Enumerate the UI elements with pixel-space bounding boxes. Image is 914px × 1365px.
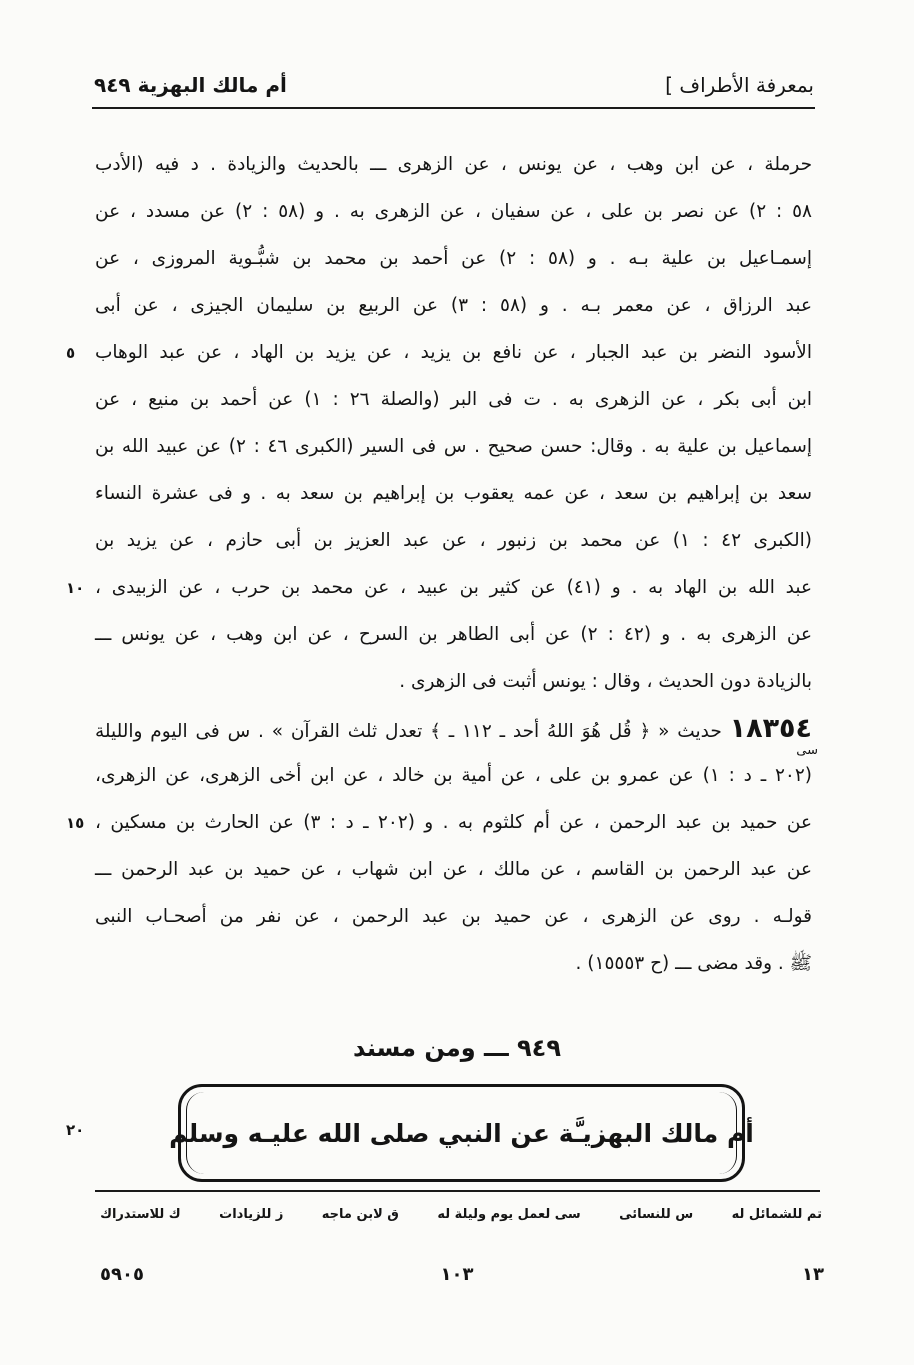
text-line: بالزيادة دون الحديث ، وقال : يونس أثبت فى الزهرى . [399, 671, 812, 692]
hadith-line [95, 706, 812, 752]
line-number: ١٥ [66, 814, 85, 832]
footer-rule [95, 1190, 820, 1192]
line-number: ٥ [66, 344, 76, 362]
text-line: عبد الرزاق ، عن معمر بـه . و (٥٨ : ٣) عن الربيع بن سليمان الجيزى ، عن أبى [95, 295, 813, 316]
text-line: الأسود النضر بن عبد الجبار ، عن نافع بن يزيد ، عن يزيد بن الهاد ، عن عبد الوهاب [95, 342, 812, 363]
musnad-title: أم مالك البهزيـَّة عن النبي صلى الله عليـه وسلم [169, 1118, 754, 1148]
text-line: إسمـاعيل بن علية بـه . و (٥٨ : ٢) عن أحمد بن محمد بن شبُّـوية المروزى ، عن [95, 248, 812, 269]
running-header-title: بمعرفة الأطراف ] [665, 73, 814, 97]
text-line: عن عبد الرحمن بن القاسم ، عن مالك ، عن ابن شهاب ، عن حميد بن عبد الرحمن ـــ [95, 859, 812, 880]
section-heading: ٩٤٩ ـــ ومن مسند [353, 1034, 561, 1062]
text-line: عبد الله بن الهاد به . و (٤١) عن كثير بن عبيد ، عن محمد بن حرب ، عن الزبيدى ، [95, 577, 812, 598]
musnad-title-box [169, 1084, 754, 1182]
abbreviation-item: ز للزيادات [219, 1207, 284, 1222]
text-line: حرملة ، عن ابن وهب ، عن يونس ، عن الزهرى ـــ بالحديث والزيادة . د فيه (الأدب [95, 154, 812, 175]
text-line: قولـه . روى عن الزهرى ، عن حميد بن عبد الرحمن ، عن نفر من أصحـاب النبى [95, 906, 812, 927]
abbreviation-item: ق لابن ماجه [321, 1207, 399, 1222]
text-line: سعد بن إبراهيم بن سعد ، عن عمه يعقوب بن إبراهيم بن سعد به . و فى عشرة النساء [95, 483, 812, 504]
text-line: عن حميد بن عبد الرحمن ، عن أم كلثوم به . و (٢٠٢ ـ د : ٣) عن الحارث بن مسكين ، [95, 812, 812, 833]
margin-side-note: سى [796, 743, 818, 758]
running-header-entry: أم مالك البهزية ٩٤٩ [94, 73, 287, 97]
abbreviation-item: تم للشمائل له [731, 1207, 822, 1222]
page-number: ١٠٣ [440, 1264, 474, 1285]
abbreviation-key [100, 1203, 822, 1227]
volume-page-number: ١٣ [802, 1264, 824, 1285]
line-number: ٢٠ [66, 1121, 85, 1139]
entry-range-number: ٥٩٠٥ [100, 1264, 144, 1285]
text-line: ابن أبى بكر ، عن الزهرى به . ت فى البر (والصلة ٢٦ : ١) عن أحمد بن منيع ، عن [95, 389, 812, 410]
hadith-line-text: حديث « ﴿ قُل هُوَ اللهُ أحد ـ ١١٢ ـ ﴾ تعدل ثلث القرآن » . س فى اليوم والليلة [95, 721, 722, 742]
abbreviation-item: ك للاستدراك [100, 1207, 181, 1222]
abbreviation-item: سى لعمل يوم وليلة له [437, 1207, 581, 1222]
abbreviation-item: س للنسائى [619, 1207, 694, 1222]
text-line: (الكبرى ٤٢ : ١) عن محمد بن زنبور ، عن عبد العزيز بن أبى حازم ، عن يزيد بن [95, 530, 812, 551]
header-rule [92, 107, 815, 109]
hadith-number: ١٨٣٥٤ [729, 713, 813, 744]
text-line: إسماعيل بن علية به . وقال: حسن صحيح . س فى السير (الكبرى ٤٦ : ٢) عن عبيد الله بن [95, 436, 812, 457]
text-line: (٢٠٢ ـ د : ١) عن عمرو بن على ، عن أمية بن خالد ، عن ابن أخى الزهرى، عن الزهرى، [95, 765, 812, 786]
text-line: عن الزهرى به . و (٤٢ : ٢) عن أبى الطاهر بن السرح ، عن ابن وهب ، عن يونس ـــ [95, 624, 813, 645]
line-number: ١٠ [66, 579, 85, 597]
text-line: ٥٨ : ٢) عن نصر بن على ، عن سفيان ، عن الزهرى به . و (٥٨ : ٢) عن مسدد ، عن [95, 201, 812, 222]
text-line: ﷺ . وقد مضى ـــ (ح ١٥٥٥٣) . [575, 953, 812, 974]
